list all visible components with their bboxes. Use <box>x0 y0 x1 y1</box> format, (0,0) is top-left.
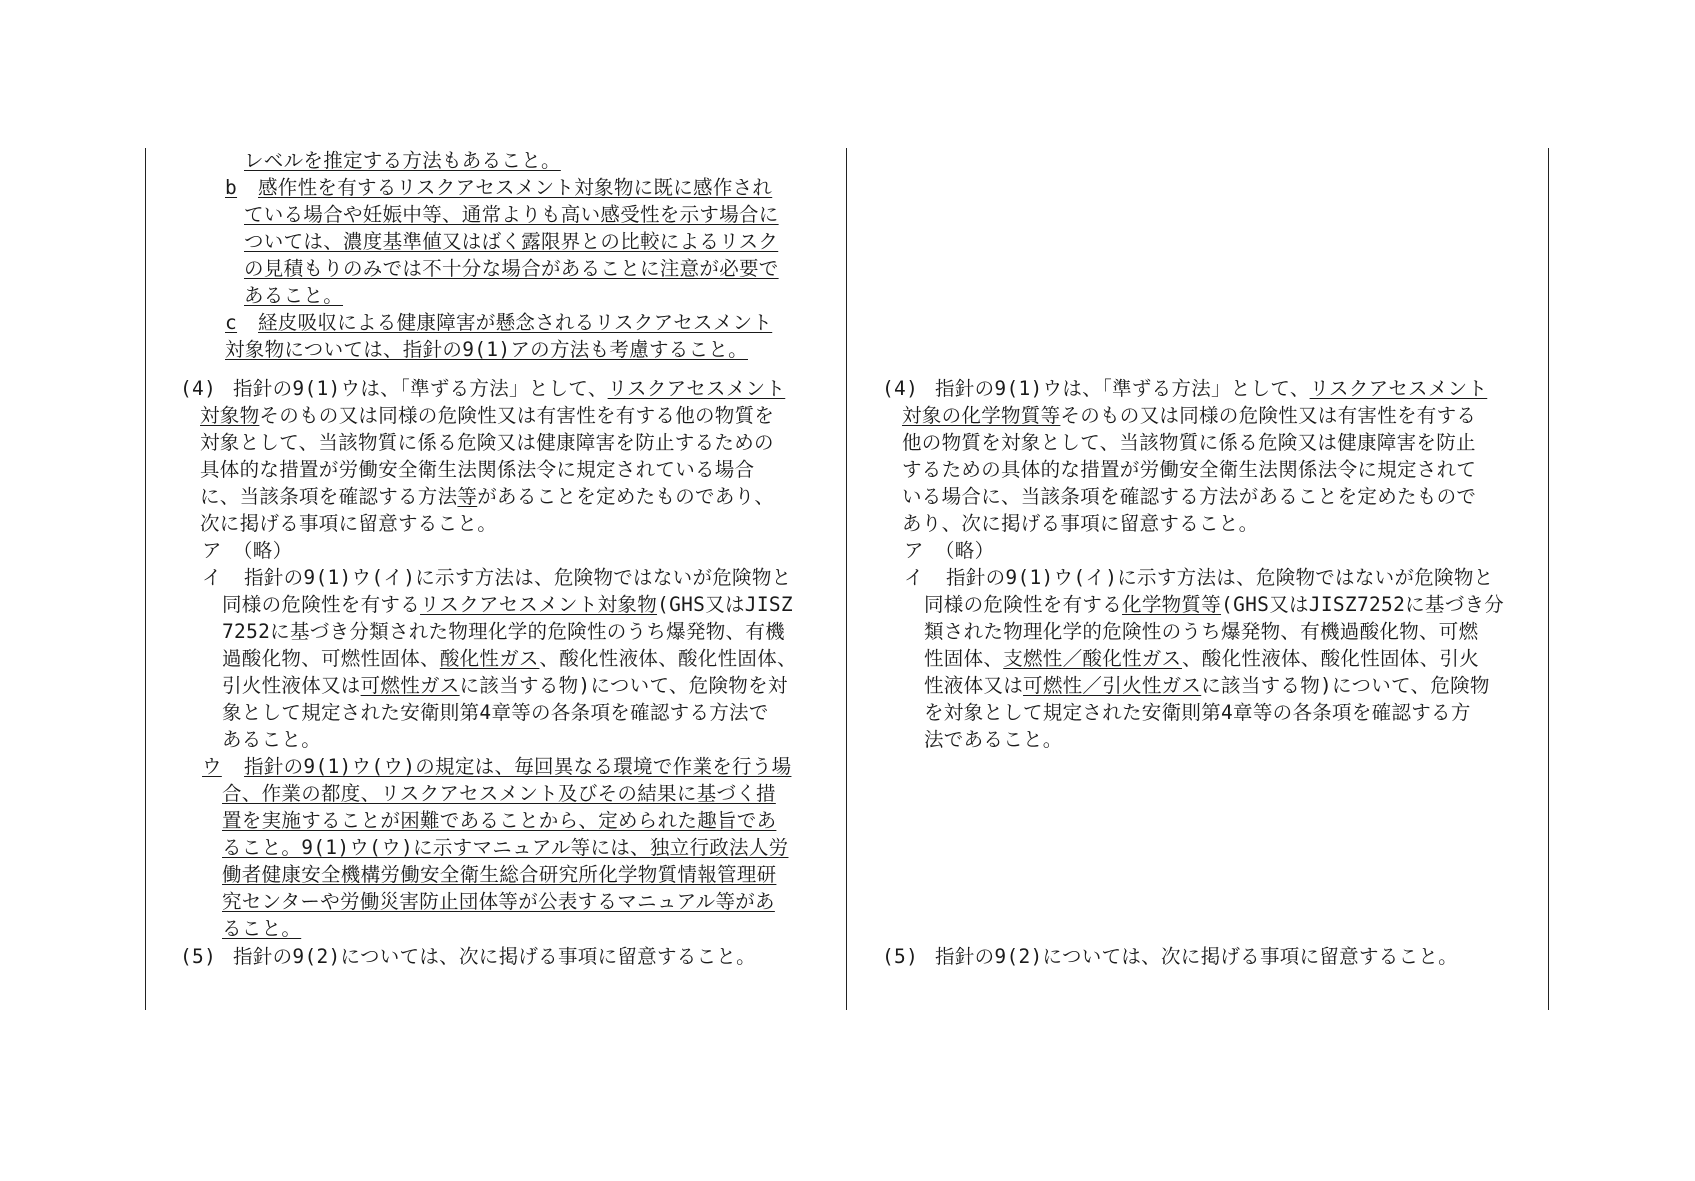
item-i-line-3: 類された物理化学的危険性のうち爆発物、有機過酸化物、可燃 <box>924 620 1479 643</box>
para-4-line-3: 対象として、当該物質に係る危険又は健康障害を防止するための <box>200 431 774 454</box>
item-i-line-3: 7252に基づき分類された物理化学的危険性のうち爆発物、有機 <box>222 620 785 643</box>
item-b-line-4: の見積もりのみでは不十分な場合があることに注意が必要で <box>244 257 779 280</box>
item-i-line-6: を対象として規定された安衛則第4章等の各条項を確認する方 <box>924 701 1471 724</box>
item-a-mark: ア <box>202 539 222 562</box>
item-a-mark: ア <box>904 539 924 562</box>
para-4-line-5: に、当該条項を確認する方法等があることを定めたものであり、 <box>200 485 775 508</box>
para-4-line-6: あり、次に掲げる事項に留意すること。 <box>902 512 1259 535</box>
item-c-mark: c <box>225 311 238 334</box>
item-u-line-3: 置を実施することが困難であることから、定められた趣旨であ <box>222 809 777 832</box>
item-b-line-1: 感作性を有するリスクアセスメント対象物に既に感作され <box>258 176 773 199</box>
item-u-mark: ウ <box>202 755 222 778</box>
item-b-mark: b <box>225 176 238 199</box>
item-u-line-6: 究センターや労働災害防止団体等が公表するマニュアル等があ <box>222 890 775 913</box>
item-u-line-1: 指針の9(1)ウ(ウ)の規定は、毎回異なる環境で作業を行う場 <box>244 755 792 778</box>
comparison-table <box>145 148 1548 1010</box>
para-4-line-2: 対象物そのもの又は同様の危険性又は有害性を有する他の物質を <box>200 404 775 427</box>
para-4-line-2: 対象の化学物質等そのもの又は同様の危険性又は有害性を有する <box>902 404 1477 427</box>
item-c-line-2: 対象物については、指針の9(1)アの方法も考慮すること。 <box>225 338 748 361</box>
item-i-line-4: 過酸化物、可燃性固体、酸化性ガス、酸化性液体、酸化性固体、 <box>222 647 797 670</box>
item-b-line-2: ている場合や妊娠中等、通常よりも高い感受性を示す場合に <box>244 203 779 226</box>
item-u-line-4: ること。9(1)ウ(ウ)に示すマニュアル等には、独立行政法人労 <box>222 836 789 859</box>
item-i-line-1: 指針の9(1)ウ(イ)に示す方法は、危険物ではないが危険物と <box>244 566 792 589</box>
para-4-line-4: 具体的な措置が労働安全衛生法関係法令に規定されている場合 <box>200 458 755 481</box>
para-5-number: (5) <box>882 945 919 968</box>
item-i-line-5: 引火性液体又は可燃性ガスに該当する物)について、危険物を対 <box>222 674 788 697</box>
para-4-line-5: いる場合に、当該条項を確認する方法があることを定めたもので <box>902 485 1477 508</box>
item-i-line-6: 象として規定された安衛則第4章等の各条項を確認する方法で <box>222 701 769 724</box>
para-4-line-3: 他の物質を対象として、当該物質に係る危険又は健康障害を防止 <box>902 431 1476 454</box>
para-5-number: (5) <box>180 945 217 968</box>
para-4-number: (4) <box>180 377 217 400</box>
item-i-line-7: あること。 <box>222 728 322 751</box>
item-u-line-2: 合、作業の都度、リスクアセスメント及びその結果に基づく措 <box>222 782 776 805</box>
item-a-text: （略） <box>233 539 293 562</box>
item-i-line-2: 同様の危険性を有するリスクアセスメント対象物(GHS又はJISZ <box>222 593 793 616</box>
para-4-line-6: 次に掲げる事項に留意すること。 <box>200 512 498 535</box>
table-border-left <box>145 148 146 1010</box>
table-border-right <box>1548 148 1549 1010</box>
item-b-line-5: あること。 <box>244 284 344 307</box>
item-i-mark: イ <box>904 566 924 589</box>
para-4-line-4: するための具体的な措置が労働安全衛生法関係法令に規定されて <box>902 458 1477 481</box>
para-4-line-1: 指針の9(1)ウは、「準ずる方法」として、リスクアセスメント <box>233 377 786 400</box>
item-b-line-3: ついては、濃度基準値又はばく露限界との比較によるリスク <box>244 230 779 253</box>
item-i-line-5: 性液体又は可燃性／引火性ガスに該当する物)について、危険物 <box>924 674 1490 697</box>
column-divider <box>846 148 847 1010</box>
item-i-line-1: 指針の9(1)ウ(イ)に示す方法は、危険物ではないが危険物と <box>946 566 1494 589</box>
item-i-line-7: 法であること。 <box>924 728 1063 751</box>
item-c-line-1: 経皮吸収による健康障害が懸念されるリスクアセスメント <box>258 311 773 334</box>
item-a-text: （略） <box>935 539 995 562</box>
item-i-line-2: 同様の危険性を有する化学物質等(GHS又はJISZ7252に基づき分 <box>924 593 1505 616</box>
sens-line-0: レベルを推定する方法もあること。 <box>244 149 561 172</box>
para-5-text: 指針の9(2)については、次に掲げる事項に留意すること。 <box>935 945 1458 968</box>
item-i-line-4: 性固体、支燃性／酸化性ガス、酸化性液体、酸化性固体、引火 <box>924 647 1480 670</box>
para-4-line-1: 指針の9(1)ウは、「準ずる方法」として、リスクアセスメント <box>935 377 1488 400</box>
para-5-text: 指針の9(2)については、次に掲げる事項に留意すること。 <box>233 945 756 968</box>
item-u-line-7: ること。 <box>222 917 302 940</box>
item-i-mark: イ <box>202 566 222 589</box>
para-4-number: (4) <box>882 377 919 400</box>
item-u-line-5: 働者健康安全機構労働安全衛生総合研究所化学物質情報管理研 <box>222 863 777 886</box>
